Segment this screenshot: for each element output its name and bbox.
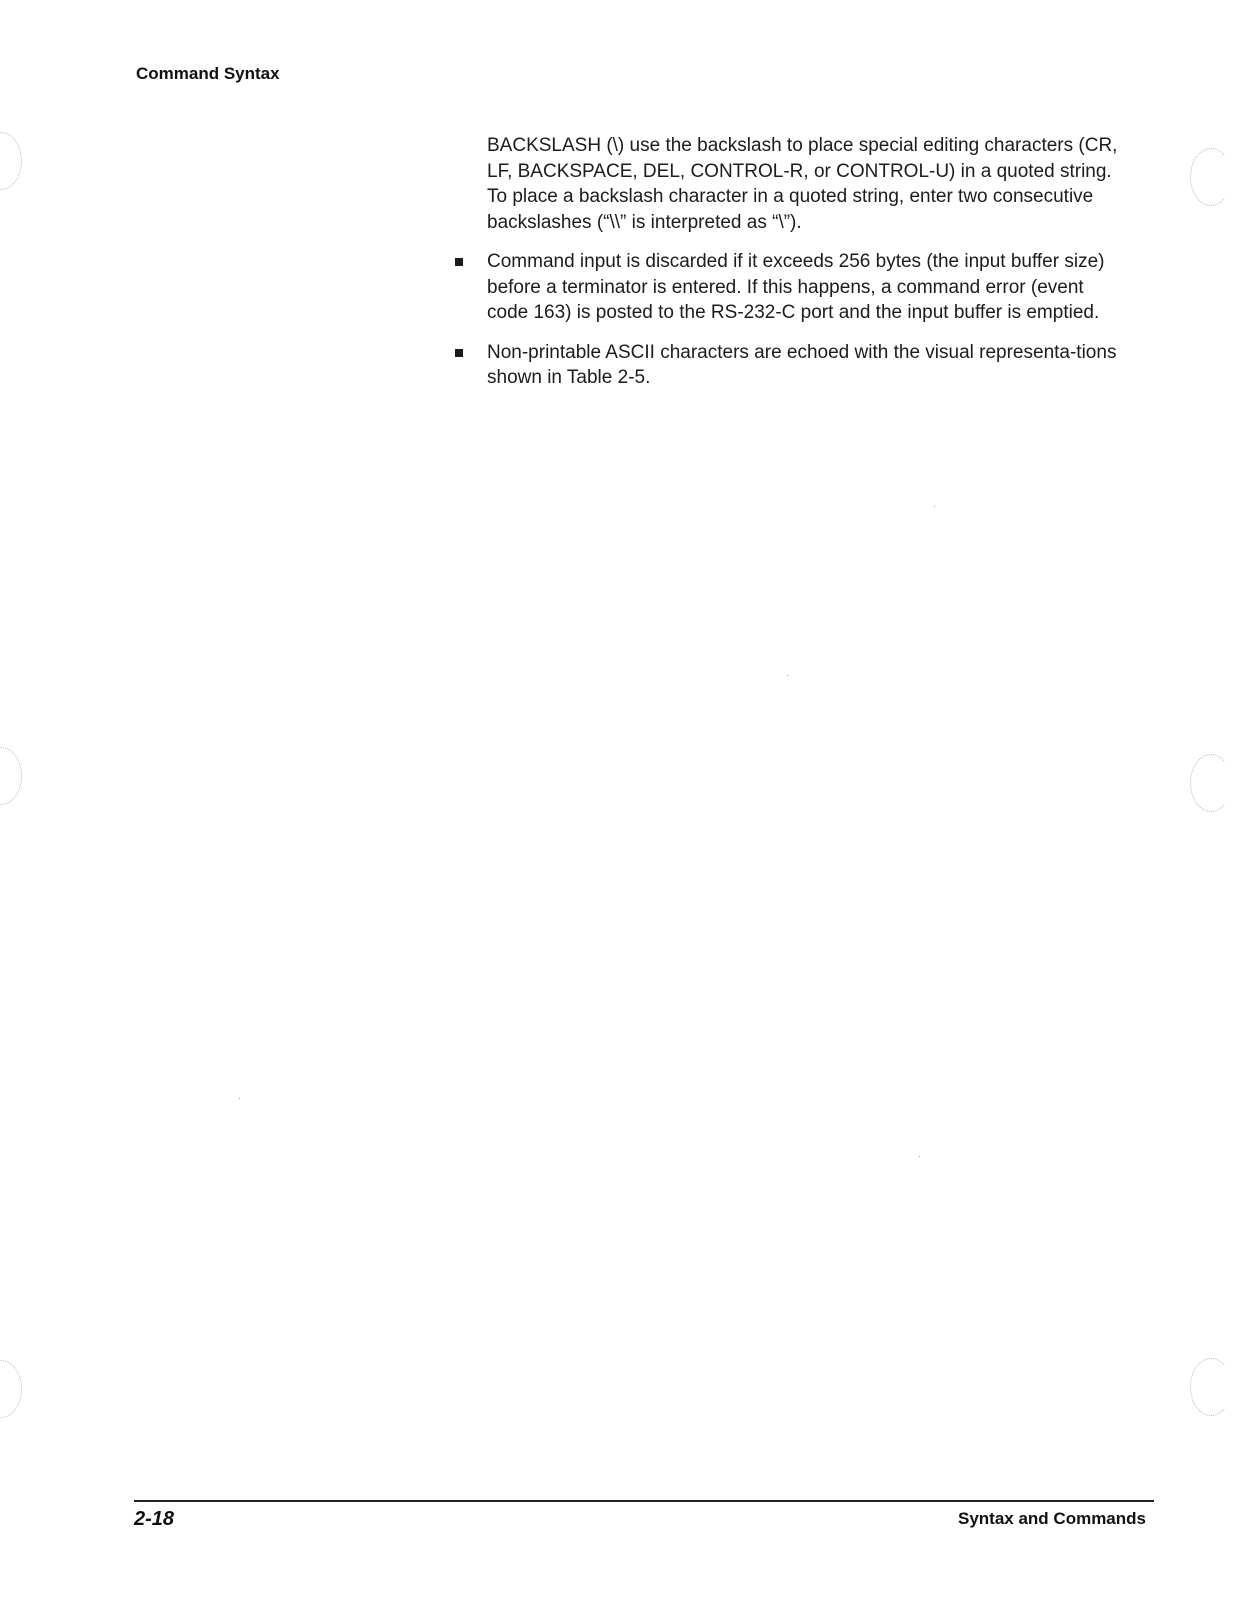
scan-speck: [239, 1098, 240, 1099]
binder-hole-mark: [1190, 754, 1232, 812]
bullet-list: [487, 249, 1127, 391]
binder-hole-mark: [0, 1360, 22, 1418]
running-header: Command Syntax: [136, 64, 280, 83]
footer-rule: [134, 1500, 1154, 1502]
bullet-item-input-discarded: [487, 249, 1127, 326]
body-text: [487, 133, 1127, 405]
square-bullet-icon: [455, 258, 463, 266]
scan-speck: [934, 506, 935, 507]
backslash-paragraph: BACKSLASH (\) use the backslash to place special editing characters (CR, LF, BACKSPACE, DEL, CONTROL-R, or CONTROL-U) in a quoted string. To place a backslash character in a quoted string, enter two consecutive backslashes (“\\” is interpreted as “\”).: [487, 135, 1118, 233]
scan-speck: [787, 675, 788, 676]
bullet-item-non-printable: [487, 340, 1127, 391]
binder-hole-mark: [0, 747, 22, 805]
scan-speck: [919, 1156, 920, 1157]
page-number: 2-18: [134, 1508, 175, 1530]
binder-hole-mark: [1190, 1358, 1232, 1416]
binder-hole-mark: [1190, 148, 1232, 206]
running-footer: Syntax and Commands: [958, 1509, 1146, 1528]
square-bullet-icon: [455, 349, 463, 357]
bullet-text: Non-printable ASCII characters are echoed with the visual representa-tions shown in Table 2-5.: [487, 341, 1117, 388]
binder-hole-mark: [0, 132, 22, 190]
bullet-text: Command input is discarded if it exceeds 256 bytes (the input buffer size) before a terminator is entered. If this happens, a command error (event code 163) is posted to the RS-232-C port and the input buffer is emptied.: [487, 251, 1105, 323]
